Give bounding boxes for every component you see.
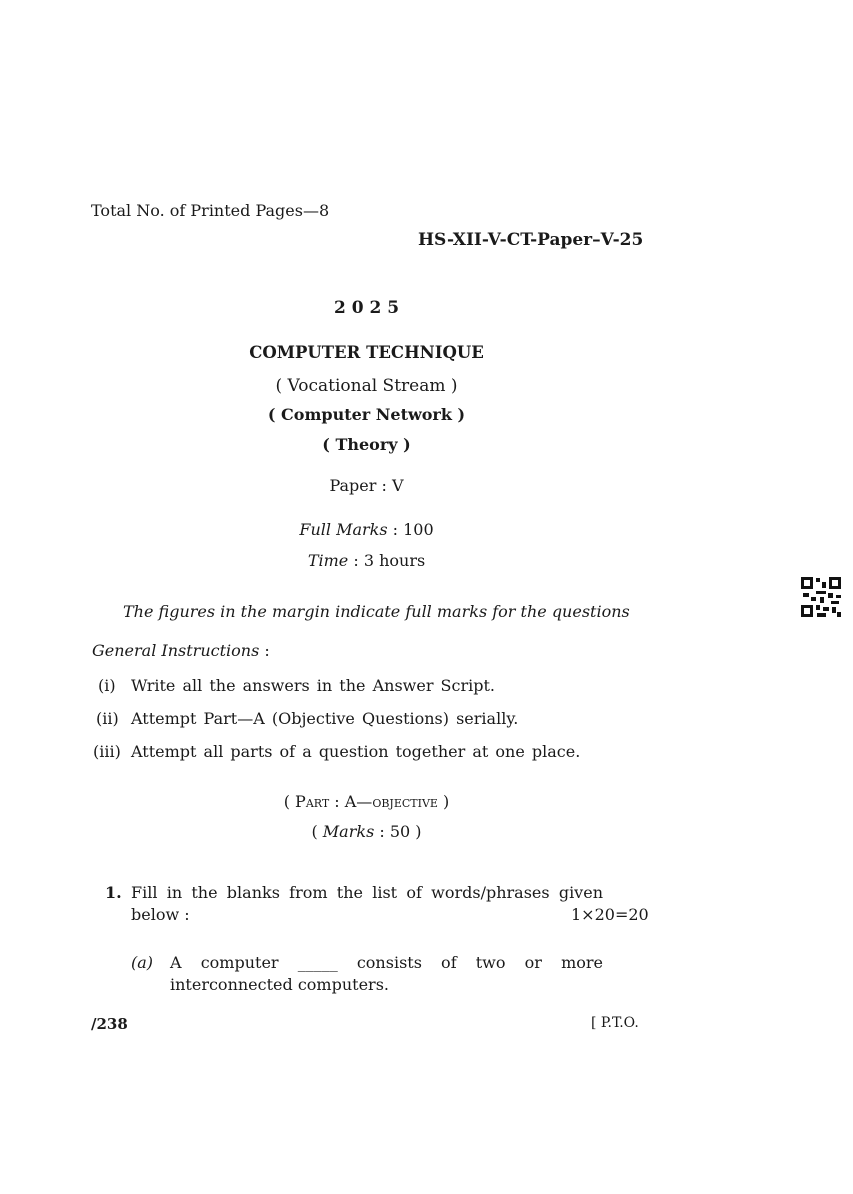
instruction-text: Attempt all parts of a question together at one place. (131, 742, 581, 761)
instruction-num: (ii) (96, 709, 119, 728)
margin-note: The figures in the margin indicate full marks for the questions (123, 602, 630, 621)
subject-title: COMPUTER TECHNIQUE (249, 343, 484, 362)
instruction-text: Attempt Part—A (Objective Questions) serially. (131, 709, 519, 728)
sub-question-line1: A computer _____ consists of two or more (170, 953, 603, 972)
stream-label: ( Vocational Stream ) (275, 376, 458, 396)
full-marks (0, 520, 733, 539)
part-a-marks-value: : 50 ) (374, 822, 422, 841)
part-a-marks-open: ( (311, 822, 323, 841)
question-text-line1: Fill in the blanks from the list of words/phrases given (131, 883, 603, 902)
footer-pto: [ P.T.O. (591, 1015, 639, 1031)
part-a-marks-label: Marks (322, 822, 375, 841)
sub-question-label: (a) (131, 953, 154, 972)
time-allowed (0, 551, 733, 570)
instructions-heading-label: General Instructions (92, 641, 260, 660)
general-instructions-heading (92, 641, 270, 660)
time-label: Time (307, 551, 349, 570)
part-a-heading (0, 792, 733, 811)
full-marks-value: : 100 (387, 520, 434, 539)
full-marks-label: Full Marks (299, 520, 388, 539)
theory-label: ( Theory ) (322, 435, 411, 454)
question-text-line2: below : (131, 905, 190, 924)
exam-year: 2 0 2 5 (333, 298, 400, 318)
total-pages: Total No. of Printed Pages—8 (91, 201, 330, 220)
question-number: 1. (105, 883, 122, 902)
subject-subtitle: ( Computer Network ) (267, 405, 466, 424)
instruction-text: Write all the answers in the Answer Script. (131, 676, 495, 695)
part-a-close: ) (437, 792, 450, 811)
paper-number: Paper : V (329, 476, 404, 495)
part-a-sep: : A— (329, 792, 373, 811)
time-value: : 3 hours (348, 551, 426, 570)
instructions-heading-colon: : (259, 641, 270, 660)
paper-code: HS-XII-V-CT-Paper–V-25 (418, 230, 644, 250)
part-a-part-word: Part (295, 792, 330, 811)
question-marks: 1×20=20 (571, 905, 649, 924)
part-a-objective-word: objective (372, 792, 438, 811)
instruction-num: (i) (98, 676, 116, 695)
part-a-marks (0, 822, 733, 841)
sub-question-line2: interconnected computers. (170, 975, 389, 994)
instruction-num: (iii) (93, 742, 121, 761)
part-a-open: ( (283, 792, 296, 811)
qr-code-icon (801, 577, 841, 617)
footer-code: /238 (91, 1015, 128, 1033)
